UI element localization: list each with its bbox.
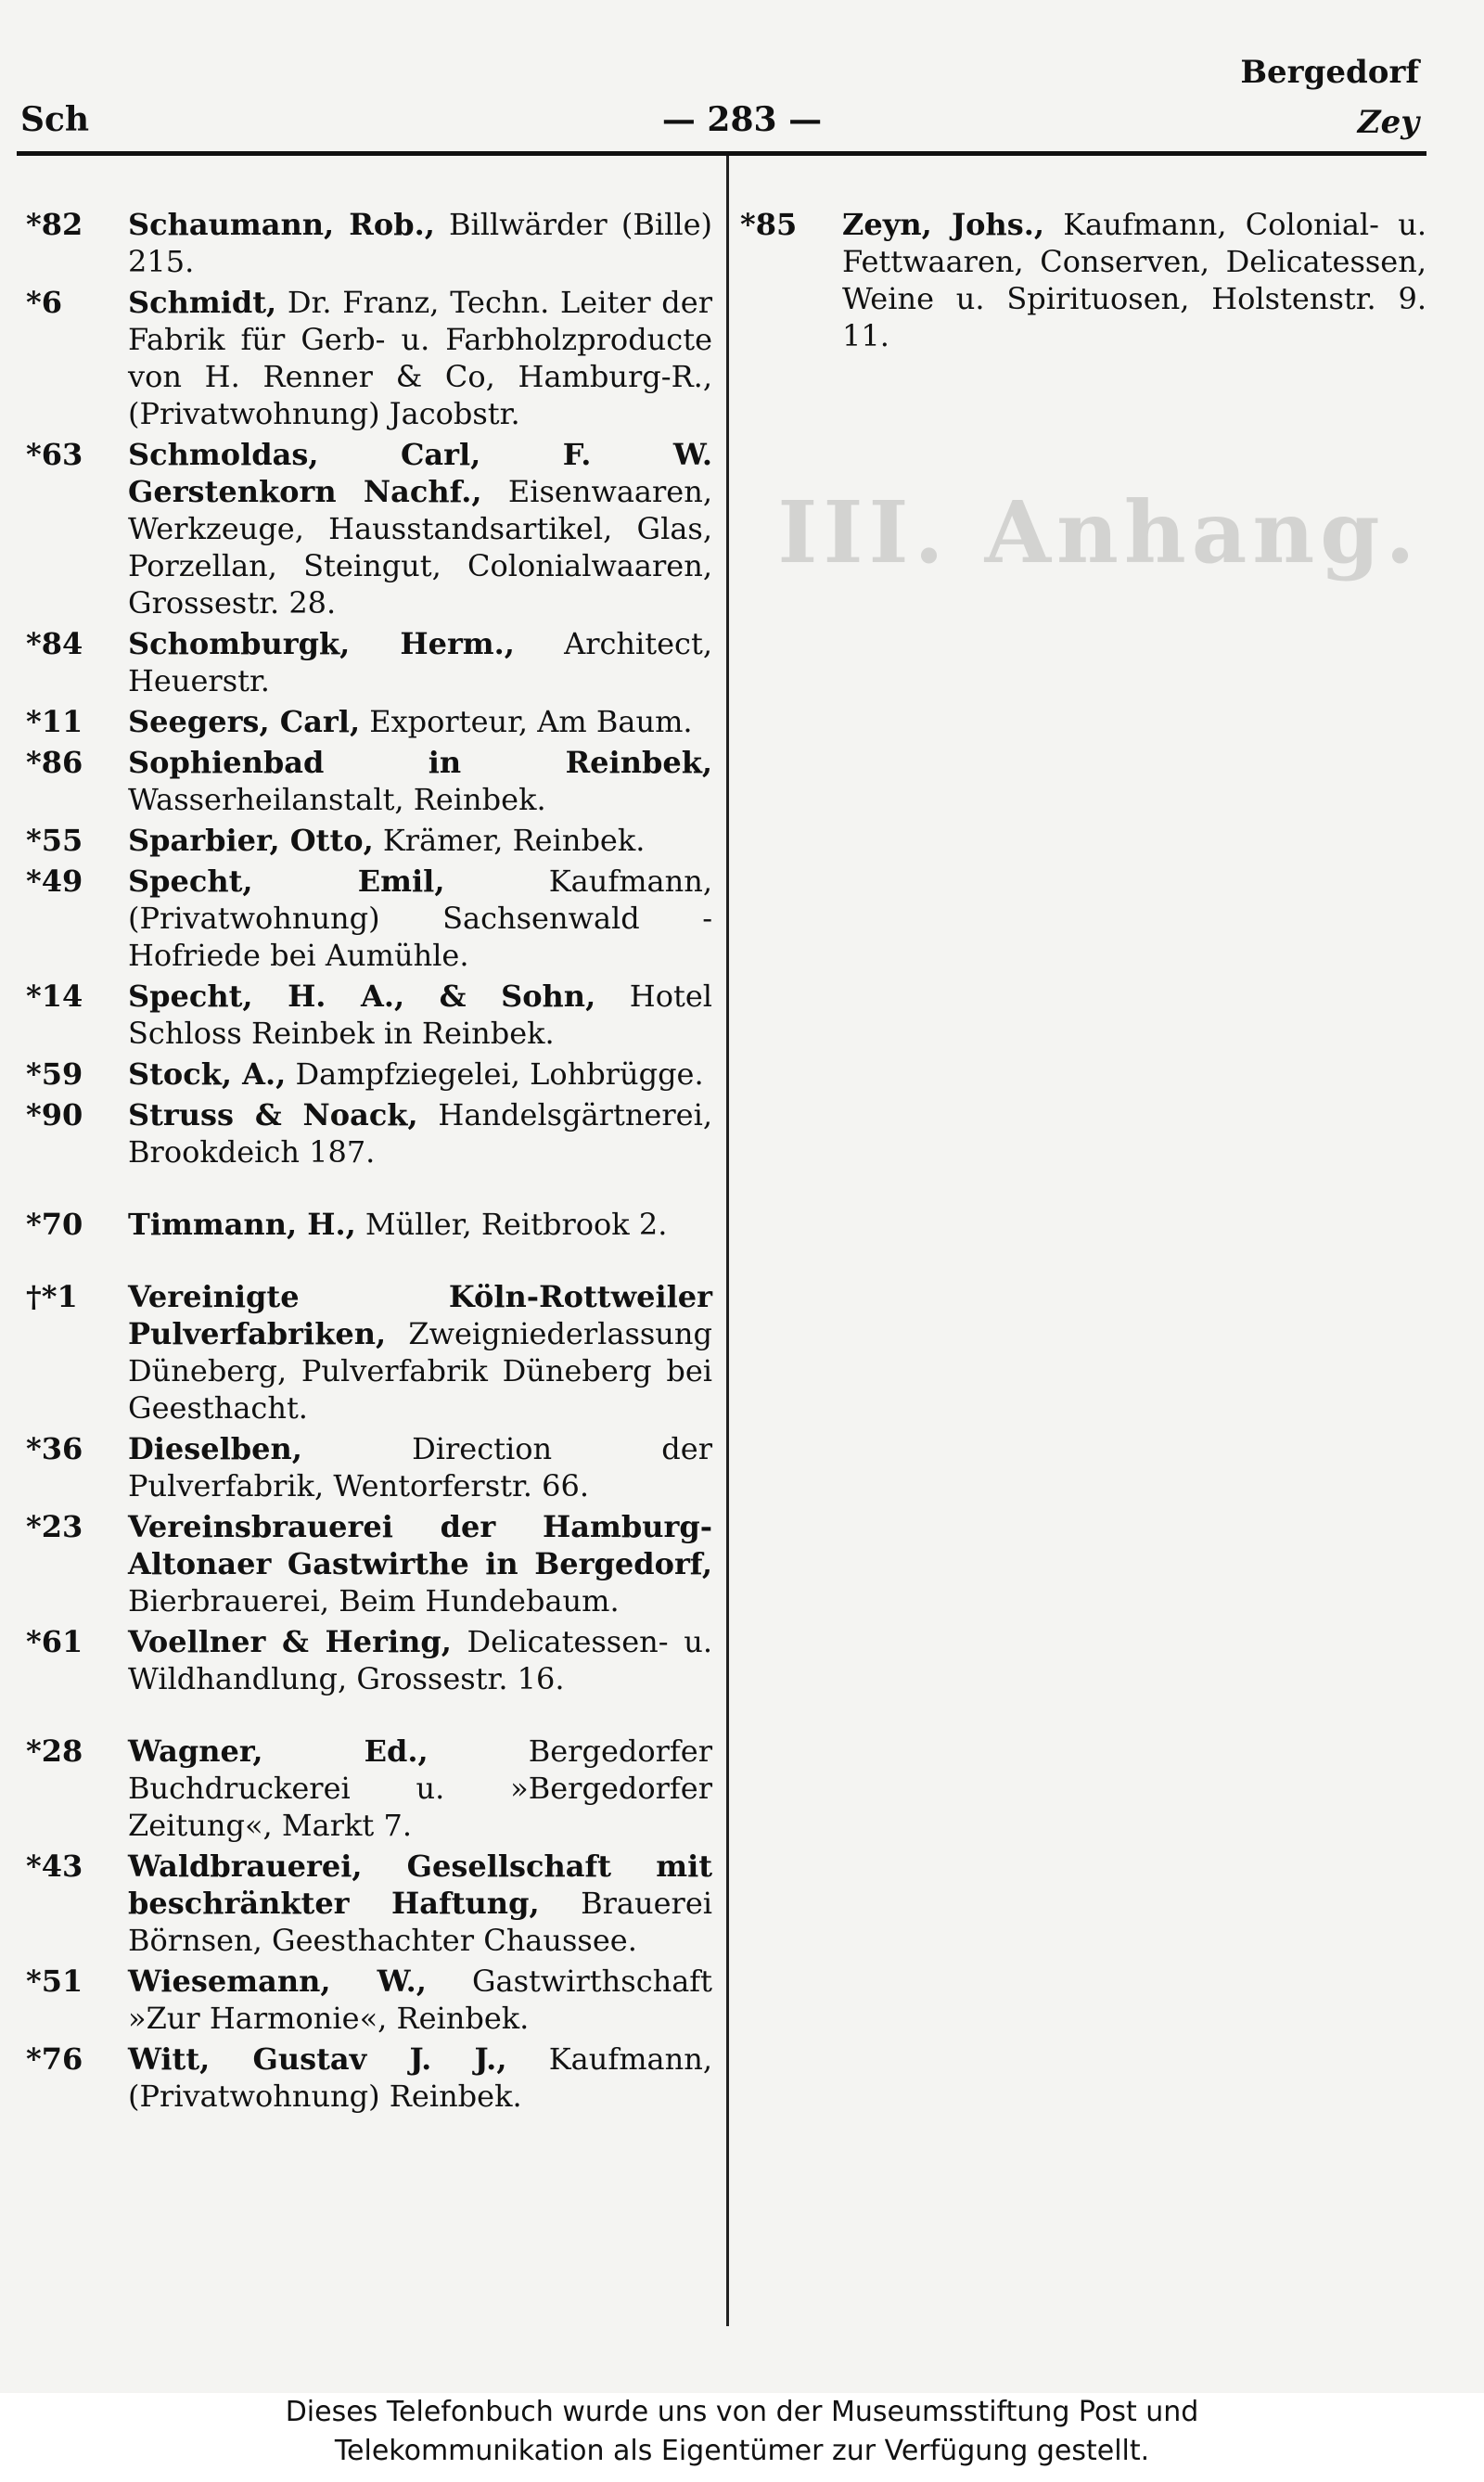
entry-name: Vereinsbrauerei der Hamburg-Altonaer Gastwirthe in Bergedorf, [128, 1509, 712, 1581]
entry-text [128, 1733, 712, 1844]
entry-details: Zweigniederlassung Düneberg, Pulverfabrik Düneberg bei Geesthacht. [128, 1316, 712, 1426]
header-rule [17, 151, 1426, 156]
footer-note [0, 2393, 1484, 2482]
right-column [740, 206, 1426, 358]
entry-number: *55 [26, 823, 83, 858]
entry-details: Architect, Heuerstr. [128, 626, 713, 698]
directory-entry [26, 2041, 712, 2115]
entry-number: *82 [26, 207, 83, 242]
entry-text [128, 206, 712, 280]
bleed-through-title: III. Anhang. [777, 482, 1421, 582]
entry-text [128, 1623, 712, 1697]
entry-number: *23 [26, 1509, 83, 1544]
entry-text [128, 1096, 712, 1171]
directory-entry [26, 1508, 712, 1619]
left-column [26, 206, 712, 2118]
entry-text [128, 1278, 712, 1427]
entry-number: *70 [26, 1207, 83, 1242]
directory-entry [26, 822, 712, 859]
entry-details: Hotel Schloss Reinbek in Reinbek. [128, 979, 713, 1051]
entry-name: Sparbier, Otto, [128, 823, 374, 858]
entry-number: *86 [26, 745, 83, 780]
entry-name: Vereinigte Köln-Rottweiler Pulverfabriken, [128, 1279, 712, 1351]
directory-entry [26, 1096, 712, 1171]
entry-details: Kaufmann, Colonial- u. Fettwaaren, Conserven, Delicatessen, Weine u. Spirituosen, Holstenstr. 9. 11. [842, 207, 1427, 353]
entry-name: Specht, H. A., & Sohn, [128, 979, 596, 1014]
entry-number: *6 [26, 285, 62, 320]
page-number: — 283 — [661, 100, 823, 139]
directory-entry [26, 436, 712, 621]
entry-number: *90 [26, 1097, 83, 1132]
entry-text [128, 1055, 712, 1093]
entry-text [128, 2041, 712, 2115]
entry-text [128, 978, 712, 1052]
directory-entry [740, 206, 1426, 354]
entry-number: *51 [26, 1964, 83, 1999]
entry-details: Billwärder (Bille) 215. [128, 207, 713, 279]
directory-entry [26, 703, 712, 740]
directory-entry [26, 1733, 712, 1844]
entry-name: Waldbrauerei, Gesellschaft mit beschränkter Haftung, [128, 1849, 712, 1921]
directory-entry [26, 1623, 712, 1697]
entry-details: Exporteur, Am Baum. [360, 704, 693, 739]
footer-line-2: Telekommunikation als Eigentümer zur Verfügung gestellt. [334, 2435, 1150, 2467]
entry-details: Kaufmann, (Privatwohnung) Reinbek. [128, 2041, 713, 2114]
entry-details: Kaufmann, (Privatwohnung) Sachsenwald - Hofriede bei Aumühle. [128, 864, 712, 973]
entry-text [128, 1848, 712, 1959]
entry-number: *49 [26, 864, 83, 899]
entry-text [128, 1963, 712, 2037]
bleed-through-text [733, 482, 1465, 582]
entry-name: Dieselben, [128, 1431, 302, 1466]
entry-name: Seegers, Carl, [128, 704, 361, 739]
footer-line-1: Dieses Telefonbuch wurde uns von der Museumsstiftung Post und [285, 2396, 1199, 2428]
entry-details: Krämer, Reinbek. [373, 823, 646, 858]
header-section-right: Zey [1357, 104, 1419, 141]
entry-number: *59 [26, 1056, 83, 1092]
entry-details: Dampfziegelei, Lohbrügge. [286, 1056, 704, 1092]
entry-name: Struss & Noack, [128, 1097, 418, 1132]
entry-text [128, 863, 712, 974]
entry-details: Handelsgärtnerei, Brookdeich 187. [128, 1097, 713, 1170]
directory-entry [26, 863, 712, 974]
header-section-left: Sch [20, 100, 90, 139]
entry-number: *28 [26, 1734, 83, 1769]
entry-number: *61 [26, 1624, 83, 1659]
entry-text [842, 206, 1426, 354]
entry-details: Eisenwaaren, Werkzeuge, Hausstandsartikel, Glas, Porzellan, Steingut, Colonialwaaren, Grossestr. 28. [128, 474, 712, 620]
directory-entry [26, 625, 712, 699]
entry-text [128, 744, 712, 818]
directory-entry [26, 1278, 712, 1427]
entry-name: Stock, A., [128, 1056, 287, 1092]
entry-name: Specht, Emil, [128, 864, 445, 899]
entry-number: *63 [26, 437, 83, 472]
entry-name: Schomburgk, Herm., [128, 626, 515, 661]
entry-details: Müller, Reitbrook 2. [355, 1207, 668, 1242]
entry-name: Timmann, H., [128, 1207, 356, 1242]
entry-details: Wasserheilanstalt, Reinbek. [128, 782, 546, 817]
entry-name: Schmoldas, Carl, F. W. Gerstenkorn Nachf., [128, 437, 712, 509]
entry-text [128, 284, 712, 432]
directory-entry [26, 1848, 712, 1959]
entry-number: *14 [26, 979, 83, 1014]
entry-name: Schaumann, Rob., [128, 207, 435, 242]
column-divider [726, 156, 729, 2326]
header-place: Bergedorf [1240, 54, 1419, 91]
entry-number: *43 [26, 1849, 83, 1884]
entry-text [128, 436, 712, 621]
entry-text [128, 625, 712, 699]
directory-entry [26, 1055, 712, 1093]
entry-text [128, 1206, 712, 1243]
entry-number: *36 [26, 1431, 83, 1466]
entry-number: *76 [26, 2041, 83, 2077]
entry-name: Schmidt, [128, 285, 277, 320]
entry-text [128, 1508, 712, 1619]
directory-entry [26, 284, 712, 432]
entry-name: Zeyn, Johs., [842, 207, 1044, 242]
entry-name: Wiesemann, W., [128, 1964, 427, 1999]
entry-text [128, 703, 712, 740]
entry-details: Bierbrauerei, Beim Hundebaum. [128, 1583, 620, 1618]
entry-number: *85 [740, 207, 798, 242]
directory-entry [26, 978, 712, 1052]
entry-number: †*1 [26, 1279, 78, 1314]
entry-details: Delicatessen- u. Wildhandlung, Grossestr. 16. [128, 1624, 713, 1696]
entry-name: Sophienbad in Reinbek, [128, 745, 712, 780]
directory-entry [26, 1206, 712, 1243]
entry-details: Brauerei Börnsen, Geesthachter Chaussee. [128, 1886, 712, 1958]
directory-entry [26, 1430, 712, 1504]
entry-details: Dr. Franz, Techn. Leiter der Fabrik für Gerb- u. Farbholzproducte von H. Renner & Co, Hamburg-R., (Privatwohnung) Jacobstr. [128, 285, 712, 431]
entry-details: Direction der Pulverfabrik, Wentorferstr. 66. [128, 1431, 712, 1503]
entry-name: Wagner, Ed., [128, 1734, 429, 1769]
directory-entry [26, 1963, 712, 2037]
directory-entry [26, 744, 712, 818]
entry-text [128, 1430, 712, 1504]
entry-number: *11 [26, 704, 83, 739]
entry-details: Bergedorfer Buchdruckerei u. »Bergedorfer Zeitung«, Markt 7. [128, 1734, 712, 1843]
entry-name: Voellner & Hering, [128, 1624, 452, 1659]
entry-name: Witt, Gustav J. J., [128, 2041, 507, 2077]
entry-text [128, 822, 712, 859]
entry-details: Gastwirthschaft »Zur Harmonie«, Reinbek. [128, 1964, 712, 2036]
entry-number: *84 [26, 626, 83, 661]
directory-entry [26, 206, 712, 280]
